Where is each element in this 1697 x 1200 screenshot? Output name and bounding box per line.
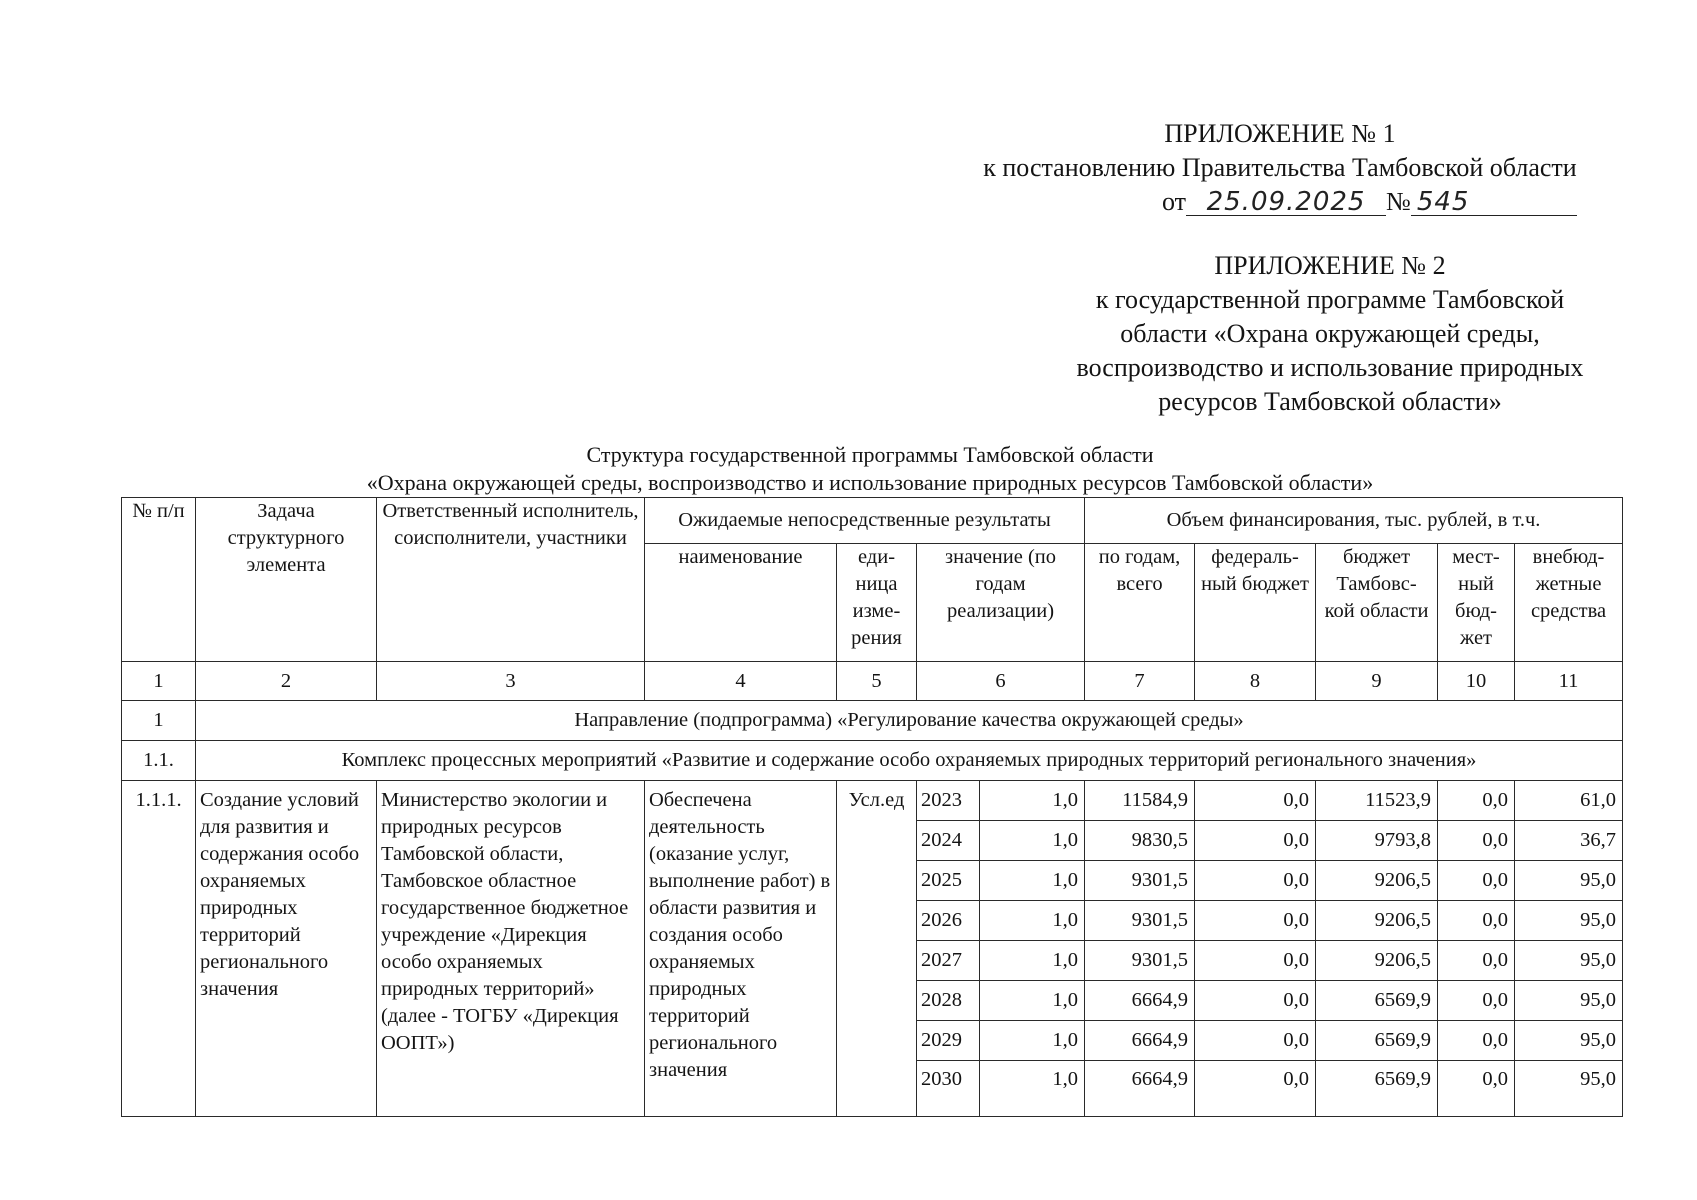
col-number: 7 bbox=[1085, 662, 1195, 701]
year-cell: 2026 bbox=[917, 901, 980, 941]
col-number: 1 bbox=[122, 662, 196, 701]
extra-cell: 95,0 bbox=[1515, 1021, 1623, 1061]
total-cell: 6664,9 bbox=[1085, 1061, 1195, 1117]
col-number: 8 bbox=[1195, 662, 1316, 701]
column-numbers-row bbox=[122, 662, 1623, 701]
total-cell: 6664,9 bbox=[1085, 981, 1195, 1021]
header-results-group: Ожидаемые непосредственные результаты bbox=[645, 498, 1085, 544]
year-cell: 2029 bbox=[917, 1021, 980, 1061]
header-finance-group: Объем финансирования, тыс. рублей, в т.ч. bbox=[1085, 498, 1623, 544]
header-executor: Ответственный исполнитель, соисполнители, участники bbox=[377, 498, 645, 662]
item-unit: Усл.ед bbox=[837, 781, 917, 1117]
appendix-2-line-4: ресурсов Тамбовской области» bbox=[1158, 387, 1502, 416]
regional-cell: 9206,5 bbox=[1316, 901, 1438, 941]
item-executor: Министерство экологии и природных ресурсов Тамбовской области, Тамбовское областное государственное бюджетное учреждение «Дирекция особо охраняемых природных территорий» (далее - ТОГБУ «Дирекция ООПТ») bbox=[377, 781, 645, 1117]
appendix-1-date-line bbox=[930, 185, 1630, 221]
header-local: мест- ный бюд- жет bbox=[1438, 544, 1515, 662]
header-result-name: наименование bbox=[645, 544, 837, 662]
appendix-1-resolution-line: к постановлению Правительства Тамбовской области bbox=[983, 153, 1577, 182]
col-number: 2 bbox=[196, 662, 377, 701]
total-cell: 9830,5 bbox=[1085, 821, 1195, 861]
appendix-1-header bbox=[930, 117, 1630, 221]
total-cell: 9301,5 bbox=[1085, 901, 1195, 941]
extra-cell: 95,0 bbox=[1515, 981, 1623, 1021]
header-extra: внебюд- жетные средства bbox=[1515, 544, 1623, 662]
section-row-1-1 bbox=[122, 741, 1623, 781]
value-cell: 1,0 bbox=[980, 941, 1085, 981]
header-regional: бюджет Тамбовс- кой области bbox=[1316, 544, 1438, 662]
year-cell: 2023 bbox=[917, 781, 980, 821]
appendix-1-title: ПРИЛОЖЕНИЕ № 1 bbox=[1164, 119, 1396, 148]
federal-cell: 0,0 bbox=[1195, 821, 1316, 861]
header-federal: федераль- ный бюджет bbox=[1195, 544, 1316, 662]
regional-cell: 11523,9 bbox=[1316, 781, 1438, 821]
item-number: 1.1.1. bbox=[122, 781, 196, 1117]
federal-cell: 0,0 bbox=[1195, 1061, 1316, 1117]
col-number: 3 bbox=[377, 662, 645, 701]
federal-cell: 0,0 bbox=[1195, 861, 1316, 901]
document-title bbox=[120, 441, 1620, 497]
handwritten-date: 25.09.2025 bbox=[1206, 187, 1366, 217]
regional-cell: 9206,5 bbox=[1316, 941, 1438, 981]
regional-cell: 9793,8 bbox=[1316, 821, 1438, 861]
document-title-line-2: «Охрана окружающей среды, воспроизводство и использование природных ресурсов Тамбовской области» bbox=[366, 470, 1374, 495]
program-structure-table bbox=[121, 497, 1623, 1117]
value-cell: 1,0 bbox=[980, 901, 1085, 941]
appendix-2-line-3: воспроизводство и использование природных bbox=[1076, 353, 1584, 382]
col-number: 9 bbox=[1316, 662, 1438, 701]
header-total: по годам, всего bbox=[1085, 544, 1195, 662]
extra-cell: 95,0 bbox=[1515, 861, 1623, 901]
regional-cell: 6569,9 bbox=[1316, 1061, 1438, 1117]
section-row-1 bbox=[122, 701, 1623, 741]
header-value: значение (по годам реализации) bbox=[917, 544, 1085, 662]
extra-cell: 95,0 bbox=[1515, 901, 1623, 941]
handwritten-number: 545 bbox=[1416, 187, 1470, 217]
item-task: Создание условий для развития и содержания особо охраняемых природных территорий регионального значения bbox=[196, 781, 377, 1117]
local-cell: 0,0 bbox=[1438, 861, 1515, 901]
federal-cell: 0,0 bbox=[1195, 1021, 1316, 1061]
federal-cell: 0,0 bbox=[1195, 901, 1316, 941]
year-cell: 2024 bbox=[917, 821, 980, 861]
regional-cell: 6569,9 bbox=[1316, 1021, 1438, 1061]
local-cell: 0,0 bbox=[1438, 781, 1515, 821]
federal-cell: 0,0 bbox=[1195, 781, 1316, 821]
header-num: № п/п bbox=[122, 498, 196, 662]
table-row bbox=[122, 781, 1623, 821]
col-number: 4 bbox=[645, 662, 837, 701]
section-title: Направление (подпрограмма) «Регулирование качества окружающей среды» bbox=[196, 701, 1623, 741]
col-number: 11 bbox=[1515, 662, 1623, 701]
value-cell: 1,0 bbox=[980, 861, 1085, 901]
col-number: 10 bbox=[1438, 662, 1515, 701]
federal-cell: 0,0 bbox=[1195, 981, 1316, 1021]
local-cell: 0,0 bbox=[1438, 1061, 1515, 1117]
value-cell: 1,0 bbox=[980, 1021, 1085, 1061]
year-cell: 2028 bbox=[917, 981, 980, 1021]
section-number: 1 bbox=[122, 701, 196, 741]
appendix-2-line-1: к государственной программе Тамбовской bbox=[1095, 285, 1565, 314]
value-cell: 1,0 bbox=[980, 1061, 1085, 1117]
total-cell: 9301,5 bbox=[1085, 941, 1195, 981]
year-cell: 2025 bbox=[917, 861, 980, 901]
total-cell: 11584,9 bbox=[1085, 781, 1195, 821]
federal-cell: 0,0 bbox=[1195, 941, 1316, 981]
appendix-2-header bbox=[1030, 249, 1630, 419]
local-cell: 0,0 bbox=[1438, 821, 1515, 861]
item-result-name: Обеспечена деятельность (оказание услуг, выполнение работ) в области развития и создания особо охраняемых природных территорий регионального значения bbox=[645, 781, 837, 1117]
total-cell: 6664,9 bbox=[1085, 1021, 1195, 1061]
document-title-line-1: Структура государственной программы Тамбовской области bbox=[586, 442, 1154, 467]
col-number: 6 bbox=[917, 662, 1085, 701]
year-cell: 2027 bbox=[917, 941, 980, 981]
extra-cell: 95,0 bbox=[1515, 1061, 1623, 1117]
header-row-1 bbox=[122, 498, 1623, 544]
subsection-title: Комплекс процессных мероприятий «Развитие и содержание особо охраняемых природных территорий регионального значения» bbox=[196, 741, 1623, 781]
regional-cell: 9206,5 bbox=[1316, 861, 1438, 901]
value-cell: 1,0 bbox=[980, 821, 1085, 861]
extra-cell: 36,7 bbox=[1515, 821, 1623, 861]
appendix-2-title: ПРИЛОЖЕНИЕ № 2 bbox=[1214, 251, 1446, 280]
local-cell: 0,0 bbox=[1438, 1021, 1515, 1061]
value-cell: 1,0 bbox=[980, 981, 1085, 1021]
date-prefix: от bbox=[1162, 187, 1187, 216]
extra-cell: 95,0 bbox=[1515, 941, 1623, 981]
year-cell: 2030 bbox=[917, 1061, 980, 1117]
subsection-number: 1.1. bbox=[122, 741, 196, 781]
value-cell: 1,0 bbox=[980, 781, 1085, 821]
local-cell: 0,0 bbox=[1438, 981, 1515, 1021]
number-prefix: № bbox=[1386, 187, 1411, 216]
appendix-2-line-2: области «Охрана окружающей среды, bbox=[1120, 319, 1540, 348]
regional-cell: 6569,9 bbox=[1316, 981, 1438, 1021]
local-cell: 0,0 bbox=[1438, 901, 1515, 941]
total-cell: 9301,5 bbox=[1085, 861, 1195, 901]
local-cell: 0,0 bbox=[1438, 941, 1515, 981]
header-task: Задача структурного элемента bbox=[196, 498, 377, 662]
col-number: 5 bbox=[837, 662, 917, 701]
header-unit: еди- ница изме- рения bbox=[837, 544, 917, 662]
extra-cell: 61,0 bbox=[1515, 781, 1623, 821]
